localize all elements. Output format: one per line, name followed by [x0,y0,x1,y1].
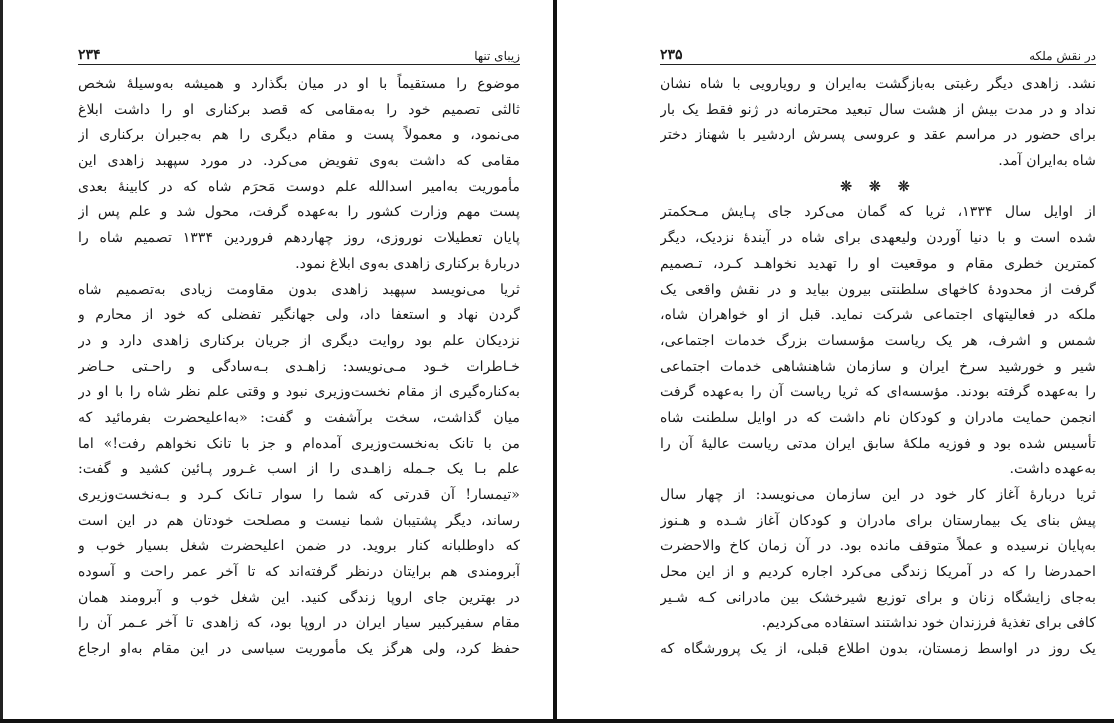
text-line: رساند، دیگر پشتیبان شما نیست و مصلحت خودتان هم در این است [78,512,520,529]
text-line: مأموریت به‌امیر اسدالله علم دوست مَحرَم شاه که در کابینهٔ بعدی [78,178,520,195]
book-gutter [553,0,557,723]
text-line: ملکه در فعالیتهای اجتماعی شرکت نماید. قبل از او خواهران شاه، [660,307,1096,324]
text-line: از اوایل سال ۱۳۳۴، ثریا که گمان می‌کرد جای پـایش مـحکمتر [660,204,1096,221]
right-header-rule [660,64,1096,65]
text-line: میان گذاشت، سخت برآشفت و گفت: «به‌اعلیحضرت بفرمائید که [78,409,520,426]
left-page-number: ۲۳۴ [78,47,101,63]
text-line: کافی برای تغذیهٔ فرزندان خود نداشتند استفاده می‌کردیم. [761,615,1096,632]
left-running-head: زیبای تنها [474,49,520,63]
text-line: نداد و در مدت بیش از هشت سال تبعید محترمانه در ژنو فقط یک بار [660,101,1096,118]
left-page [0,0,552,723]
text-line: مقام سفیرکبیر سیار ایران در اروپا بود، که زاهدی تا آخر عـمر آن را [78,615,520,632]
text-line: به‌پایان نرسیده و عملاً متوقف مانده بود. در آن زمان کاخ والاحضرت [660,538,1096,555]
section-ornament: ❊ ❊ ❊ [840,178,916,195]
text-line: مقامی که داشت به‌وی تفویض می‌کرد. در مورد سپهبد زاهدی این [78,153,520,170]
page-bottom-edge [0,719,1114,723]
text-line: تأسیس شده بود و فوزیه ملکهٔ سابق ایران مدتی ریاست عالیهٔ آن را [660,435,1096,452]
text-line: دربارهٔ برکناری زاهدی به‌وی ابلاغ نمود. [295,255,520,272]
text-line: ثریا می‌نویسد سپهبد زاهدی بدون مقاومت زیادی به‌تصمیم شاه [78,281,520,298]
text-line: شده است و با دنیا آوردن ولیعهدی برای شاه در آیندهٔ نزدیک، دیگر [660,230,1096,247]
text-line: علم بـا یک جـمله زاهـدی را از اسب غـرور پـائین کشید و گفت: [78,461,520,478]
text-line: یک روز در اواسط زمستان، بدون اطلاع قبلی، از یک پرورشگاه که [660,641,1096,658]
text-line: شمس و اشرف، هر یک ریاست مؤسسات بزرگ خدمات اجتماعی، [660,332,1096,349]
text-line: نشد. زاهدی دیگر رغبتی به‌بازگشت به‌ایران و رویارویی با شاه نشان [660,76,1096,92]
right-page-body [660,72,1096,663]
text-line: به‌جای زایشگاه زنان و برای توزیع شیرخشک بین مادرانی کـه شـیر [660,589,1096,606]
text-line: نزدیکان علم بود روایت دیگری از جریان برکناری زاهدی دارد و در [78,332,520,349]
text-line: به‌کناره‌گیری از مقام نخست‌وزیری نبود و وقتی علم نظر شاه را با او در [78,384,520,401]
text-line: گرفت از محدودهٔ کاخهای سلطنتی بیرون بیاید و در نقش واقعی یک [660,281,1096,298]
text-line: به‌عهده داشت. [1009,461,1096,478]
text-line: کمترین خطری مقام و موقعیت او را تهدید نخواهـد کـرد، تـصمیم [660,255,1096,272]
text-line: برای حضور در مراسم عقد و عروسی پسرش اردشیر با شهناز دختر [660,127,1096,144]
left-header-rule [78,64,520,65]
text-line: می‌نمود، و معمولاً پست و مقام دیگری را هم به‌جبران برکناری از [78,127,520,144]
text-line: «تیمسار! آن قدرتی که شما را سوار تـانک کـرد و بـه‌نخست‌وزیری [78,487,520,503]
text-line: انجمن حمایت مادران و کودکان نام داشت که در اوایل سلطنت شاه [660,409,1096,426]
text-line: خـاطرات خـود مـی‌نویسد: زاهـدی بـه‌سادگی و راحـتی حـاضر [78,358,520,375]
text-line: ثالثی تصمیم خود را به‌مقامی که قصد برکناری او را داشت ابلاغ [78,101,520,118]
text-line: که داوطلبانه کنار بروید. در ضمن اعلیحضرت شغل بسیار خوب و [78,538,520,555]
text-line: شیر و خورشید سرخ ایران و سازمان شاهنشاهی خدمات اجتماعی [660,358,1096,375]
right-page [560,0,1114,723]
text-line: پایان تعطیلات نوروزی، روز چهاردهم فروردین ۱۳۳۴ تصمیم شاه را [78,230,520,247]
text-line: احمدرضا را که در آمریکا زندگی می‌کرد اجاره کردیم و از این محل [660,564,1096,581]
text-line: گردن نهاد و استعفا داد، ولی جهانگیر تفضلی که خود از محارم و [78,307,520,324]
left-page-body [78,72,520,663]
right-page-header [660,41,1096,63]
text-line: حفظ کرد، ولی هرگز یک مأموریت سیاسی در این مقام به‌او ارجاع [78,641,520,658]
text-line: موضوع را مستقیماً با او در میان بگذارد و همیشه به‌وسیلهٔ شخص [78,76,520,92]
text-line: در بهترین جای اروپا زندگی کنید. این شغل خوب و آبرومند همان [78,589,520,606]
right-running-head: در نقش ملکه [1029,49,1096,63]
text-line: شاه به‌ایران آمد. [998,153,1096,170]
text-line: را به‌عهده گرفته بودند. مؤسسه‌ای که ثریا ریاست آن را به‌عهده گرفت [660,384,1096,401]
text-line: ثریا دربارهٔ آغاز کار خود در این سازمان می‌نویسد: از چهار سال [660,487,1096,503]
left-page-header [78,41,520,63]
text-line: من با تانک به‌نخست‌وزیری آمده‌ام و جز با تانک نخواهم رفت!» اما [78,435,520,452]
text-line: پست مهم وزارت کشور را به‌عهده گرفت، محول شد و علم پس از [78,204,520,221]
text-line: آبرومندی هم برایتان درنظر گرفته‌اند که تا آخر عمر راحت و آسوده [78,564,520,581]
right-page-number: ۲۳۵ [660,47,683,63]
text-line: پیش بنای یک بیمارستان برای مادران و کودکان آغاز شـده و هـنوز [660,512,1096,529]
